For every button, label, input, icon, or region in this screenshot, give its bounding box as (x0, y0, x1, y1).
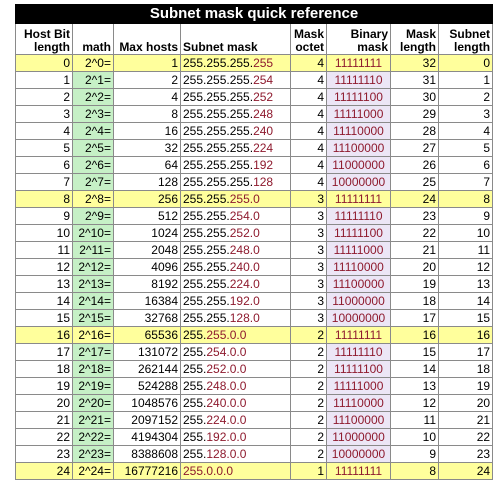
subnet-mask-fixed-part: 255. (183, 328, 207, 342)
subnet-mask-fixed-part: 255. (183, 413, 207, 427)
host-bit-length-cell: 17 (16, 344, 73, 361)
subnet-mask-variable-part: 240 (253, 124, 274, 138)
host-bit-length-cell: 0 (16, 55, 73, 72)
binary-mask-cell: 11111111 (327, 327, 391, 344)
subnet-mask-fixed-part: 255.255.255. (183, 158, 254, 172)
max-hosts-cell: 8192 (114, 276, 181, 293)
subnet-mask-fixed-part: 255. (183, 430, 207, 444)
mask-octet-cell: 2 (291, 344, 327, 361)
max-hosts-cell: 2048 (114, 242, 181, 259)
table-row (16, 310, 493, 327)
subnet-mask-cell (181, 276, 291, 293)
max-hosts-cell: 16 (114, 123, 181, 140)
subnet-length-cell: 4 (439, 123, 493, 140)
binary-mask-cell: 11100000 (327, 276, 391, 293)
subnet-mask-cell (181, 208, 291, 225)
mask-octet-cell: 2 (291, 327, 327, 344)
subnet-mask-cell (181, 106, 291, 123)
binary-mask-cell: 11111100 (327, 225, 391, 242)
host-bit-length-cell: 12 (16, 259, 73, 276)
mask-octet-cell: 3 (291, 191, 327, 208)
binary-mask-cell: 11111100 (327, 361, 391, 378)
subnet-mask-cell (181, 395, 291, 412)
subnet-mask-cell (181, 446, 291, 463)
subnet-mask-cell (181, 55, 291, 72)
mask-octet-cell: 3 (291, 208, 327, 225)
subnet-mask-variable-part: 128.0 (229, 311, 260, 325)
math-cell: 2^17= (73, 344, 114, 361)
table-row (16, 429, 493, 446)
subnet-length-cell: 2 (439, 89, 493, 106)
binary-mask-cell: 11110000 (327, 395, 391, 412)
mask-octet-cell: 4 (291, 106, 327, 123)
subnet-mask-variable-part: 254.0 (229, 209, 260, 223)
subnet-mask-variable-part: 240.0 (229, 260, 260, 274)
header-max-hosts: Max hosts (114, 24, 181, 55)
max-hosts-cell: 1024 (114, 225, 181, 242)
host-bit-length-cell: 19 (16, 378, 73, 395)
max-hosts-cell: 32768 (114, 310, 181, 327)
mask-length-cell: 24 (391, 191, 439, 208)
max-hosts-cell: 2097152 (114, 412, 181, 429)
host-bit-length-cell: 23 (16, 446, 73, 463)
subnet-mask-fixed-part: 255.255. (183, 209, 230, 223)
binary-mask-cell: 11111110 (327, 72, 391, 89)
math-cell: 2^20= (73, 395, 114, 412)
mask-length-cell: 20 (391, 259, 439, 276)
max-hosts-cell: 8 (114, 106, 181, 123)
subnet-mask-fixed-part: 255.255.255. (183, 90, 254, 104)
subnet-length-cell: 10 (439, 225, 493, 242)
binary-mask-cell: 11000000 (327, 429, 391, 446)
subnet-mask-variable-part: 252.0 (229, 226, 260, 240)
table-row (16, 106, 493, 123)
math-cell: 2^6= (73, 157, 114, 174)
subnet-mask-cell (181, 174, 291, 191)
subnet-mask-cell (181, 293, 291, 310)
header-mask-length: Mask length (391, 24, 439, 55)
header-binary-mask: Binary mask (327, 24, 391, 55)
table-row (16, 276, 493, 293)
table-row (16, 327, 493, 344)
subnet-mask-cell (181, 89, 291, 106)
subnet-mask-fixed-part: 255.255. (183, 192, 230, 206)
host-bit-length-cell: 3 (16, 106, 73, 123)
host-bit-length-cell: 7 (16, 174, 73, 191)
math-cell: 2^19= (73, 378, 114, 395)
subnet-mask-variable-part: 224.0 (229, 277, 260, 291)
mask-octet-cell: 4 (291, 55, 327, 72)
mask-length-cell: 17 (391, 310, 439, 327)
math-cell: 2^21= (73, 412, 114, 429)
table-row (16, 463, 493, 480)
mask-length-cell: 26 (391, 157, 439, 174)
mask-length-cell: 15 (391, 344, 439, 361)
mask-length-cell: 32 (391, 55, 439, 72)
subnet-length-cell: 24 (439, 463, 493, 480)
subnet-length-cell: 13 (439, 276, 493, 293)
subnet-length-cell: 23 (439, 446, 493, 463)
table-row (16, 208, 493, 225)
subnet-mask-variable-part: 255.0.0.0 (183, 464, 234, 478)
mask-length-cell: 22 (391, 225, 439, 242)
math-cell: 2^1= (73, 72, 114, 89)
mask-octet-cell: 2 (291, 378, 327, 395)
subnet-mask-fixed-part: 255.255. (183, 243, 230, 257)
subnet-mask-fixed-part: 255.255. (183, 294, 230, 308)
subnet-length-cell: 3 (439, 106, 493, 123)
max-hosts-cell: 512 (114, 208, 181, 225)
math-cell: 2^18= (73, 361, 114, 378)
subnet-mask-variable-part: 254.0.0 (206, 345, 247, 359)
subnet-mask-variable-part: 255.0.0 (206, 328, 247, 342)
host-bit-length-cell: 21 (16, 412, 73, 429)
mask-octet-cell: 2 (291, 412, 327, 429)
table-row (16, 259, 493, 276)
host-bit-length-cell: 10 (16, 225, 73, 242)
host-bit-length-cell: 18 (16, 361, 73, 378)
subnet-mask-fixed-part: 255.255. (183, 226, 230, 240)
mask-octet-cell: 2 (291, 361, 327, 378)
host-bit-length-cell: 2 (16, 89, 73, 106)
max-hosts-cell: 4 (114, 89, 181, 106)
math-cell: 2^16= (73, 327, 114, 344)
subnet-length-cell: 20 (439, 395, 493, 412)
math-cell: 2^23= (73, 446, 114, 463)
math-cell: 2^22= (73, 429, 114, 446)
mask-octet-cell: 2 (291, 446, 327, 463)
host-bit-length-cell: 24 (16, 463, 73, 480)
mask-length-cell: 31 (391, 72, 439, 89)
table-row (16, 412, 493, 429)
subnet-mask-variable-part: 252.0.0 (206, 362, 247, 376)
host-bit-length-cell: 9 (16, 208, 73, 225)
subnet-mask-variable-part: 128.0.0 (206, 447, 247, 461)
table-row (16, 293, 493, 310)
subnet-mask-cell (181, 140, 291, 157)
binary-mask-cell: 11110000 (327, 123, 391, 140)
math-cell: 2^7= (73, 174, 114, 191)
math-cell: 2^15= (73, 310, 114, 327)
max-hosts-cell: 131072 (114, 344, 181, 361)
max-hosts-cell: 16384 (114, 293, 181, 310)
subnet-mask-variable-part: 224 (253, 141, 274, 155)
mask-octet-cell: 4 (291, 174, 327, 191)
subnet-mask-variable-part: 192.0 (229, 294, 260, 308)
host-bit-length-cell: 5 (16, 140, 73, 157)
mask-length-cell: 10 (391, 429, 439, 446)
binary-mask-cell: 10000000 (327, 310, 391, 327)
host-bit-length-cell: 14 (16, 293, 73, 310)
host-bit-length-cell: 4 (16, 123, 73, 140)
mask-length-cell: 29 (391, 106, 439, 123)
binary-mask-cell: 11000000 (327, 293, 391, 310)
subnet-length-cell: 17 (439, 344, 493, 361)
mask-octet-cell: 4 (291, 140, 327, 157)
subnet-mask-variable-part: 254 (253, 73, 274, 87)
subnet-mask-fixed-part: 255. (183, 447, 207, 461)
mask-length-cell: 21 (391, 242, 439, 259)
subnet-mask-fixed-part: 255.255.255. (183, 56, 254, 70)
mask-octet-cell: 2 (291, 429, 327, 446)
subnet-mask-cell (181, 310, 291, 327)
table-title: Subnet mask quick reference (16, 5, 493, 24)
binary-mask-cell: 11111000 (327, 106, 391, 123)
subnet-mask-cell (181, 327, 291, 344)
binary-mask-cell: 11111000 (327, 242, 391, 259)
mask-length-cell: 30 (391, 89, 439, 106)
mask-length-cell: 27 (391, 140, 439, 157)
mask-length-cell: 14 (391, 361, 439, 378)
subnet-mask-cell (181, 463, 291, 480)
mask-octet-cell: 4 (291, 157, 327, 174)
math-cell: 2^14= (73, 293, 114, 310)
mask-octet-cell: 3 (291, 225, 327, 242)
host-bit-length-cell: 13 (16, 276, 73, 293)
binary-mask-cell: 11000000 (327, 157, 391, 174)
subnet-mask-cell (181, 378, 291, 395)
subnet-mask-cell (181, 242, 291, 259)
subnet-length-cell: 16 (439, 327, 493, 344)
header-mask-octet: Mask octet (291, 24, 327, 55)
table-row (16, 225, 493, 242)
subnet-length-cell: 22 (439, 429, 493, 446)
subnet-length-cell: 6 (439, 157, 493, 174)
binary-mask-cell: 11100000 (327, 140, 391, 157)
math-cell: 2^9= (73, 208, 114, 225)
mask-octet-cell: 4 (291, 72, 327, 89)
header-math: math (73, 24, 114, 55)
mask-octet-cell: 3 (291, 259, 327, 276)
subnet-length-cell: 7 (439, 174, 493, 191)
subnet-mask-cell (181, 72, 291, 89)
subnet-mask-variable-part: 224.0.0 (206, 413, 247, 427)
header-subnet-length: Subnet length (439, 24, 493, 55)
table-row (16, 361, 493, 378)
max-hosts-cell: 16777216 (114, 463, 181, 480)
subnet-mask-cell (181, 191, 291, 208)
math-cell: 2^3= (73, 106, 114, 123)
subnet-mask-cell (181, 259, 291, 276)
host-bit-length-cell: 8 (16, 191, 73, 208)
mask-length-cell: 23 (391, 208, 439, 225)
header-host-bit-length: Host Bit length (16, 24, 73, 55)
host-bit-length-cell: 11 (16, 242, 73, 259)
binary-mask-cell: 11111110 (327, 344, 391, 361)
subnet-mask-fixed-part: 255.255.255. (183, 73, 254, 87)
mask-length-cell: 11 (391, 412, 439, 429)
table-row (16, 89, 493, 106)
subnet-mask-variable-part: 192 (253, 158, 274, 172)
subnet-mask-fixed-part: 255.255. (183, 277, 230, 291)
subnet-table (15, 4, 493, 480)
host-bit-length-cell: 20 (16, 395, 73, 412)
binary-mask-cell: 10000000 (327, 174, 391, 191)
mask-octet-cell: 1 (291, 463, 327, 480)
max-hosts-cell: 4194304 (114, 429, 181, 446)
table-row (16, 72, 493, 89)
math-cell: 2^0= (73, 55, 114, 72)
mask-octet-cell: 4 (291, 123, 327, 140)
subnet-mask-variable-part: 255 (253, 56, 274, 70)
subnet-mask-variable-part: 240.0.0 (206, 396, 247, 410)
subnet-length-cell: 18 (439, 361, 493, 378)
subnet-length-cell: 0 (439, 55, 493, 72)
subnet-mask-fixed-part: 255.255.255. (183, 124, 254, 138)
max-hosts-cell: 1 (114, 55, 181, 72)
mask-octet-cell: 4 (291, 89, 327, 106)
subnet-length-cell: 21 (439, 412, 493, 429)
mask-length-cell: 28 (391, 123, 439, 140)
table-row (16, 55, 493, 72)
host-bit-length-cell: 22 (16, 429, 73, 446)
table-row (16, 395, 493, 412)
mask-octet-cell: 3 (291, 293, 327, 310)
max-hosts-cell: 128 (114, 174, 181, 191)
math-cell: 2^4= (73, 123, 114, 140)
binary-mask-cell: 11111110 (327, 208, 391, 225)
max-hosts-cell: 8388608 (114, 446, 181, 463)
subnet-reference-sheet (15, 4, 492, 480)
subnet-mask-variable-part: 192.0.0 (206, 430, 247, 444)
math-cell: 2^8= (73, 191, 114, 208)
subnet-mask-cell (181, 344, 291, 361)
subnet-length-cell: 1 (439, 72, 493, 89)
table-row (16, 174, 493, 191)
mask-length-cell: 19 (391, 276, 439, 293)
host-bit-length-cell: 16 (16, 327, 73, 344)
table-row (16, 157, 493, 174)
table-row (16, 242, 493, 259)
subnet-mask-fixed-part: 255.255.255. (183, 107, 254, 121)
subnet-mask-variable-part: 248.0.0 (206, 379, 247, 393)
mask-length-cell: 16 (391, 327, 439, 344)
binary-mask-cell: 10000000 (327, 446, 391, 463)
subnet-mask-variable-part: 248 (253, 107, 274, 121)
binary-mask-cell: 11110000 (327, 259, 391, 276)
mask-length-cell: 18 (391, 293, 439, 310)
max-hosts-cell: 2 (114, 72, 181, 89)
math-cell: 2^12= (73, 259, 114, 276)
subnet-mask-cell (181, 123, 291, 140)
max-hosts-cell: 256 (114, 191, 181, 208)
subnet-mask-fixed-part: 255.255.255. (183, 141, 254, 155)
binary-mask-cell: 11100000 (327, 412, 391, 429)
max-hosts-cell: 262144 (114, 361, 181, 378)
host-bit-length-cell: 15 (16, 310, 73, 327)
binary-mask-cell: 11111100 (327, 89, 391, 106)
subnet-length-cell: 9 (439, 208, 493, 225)
mask-octet-cell: 3 (291, 276, 327, 293)
table-row (16, 123, 493, 140)
subnet-mask-cell (181, 225, 291, 242)
mask-length-cell: 8 (391, 463, 439, 480)
mask-octet-cell: 2 (291, 395, 327, 412)
subnet-length-cell: 11 (439, 242, 493, 259)
subnet-mask-cell (181, 361, 291, 378)
table-row (16, 446, 493, 463)
max-hosts-cell: 4096 (114, 259, 181, 276)
subnet-mask-variable-part: 128 (253, 175, 274, 189)
math-cell: 2^24= (73, 463, 114, 480)
subnet-mask-fixed-part: 255. (183, 396, 207, 410)
subnet-mask-cell (181, 412, 291, 429)
subnet-mask-variable-part: 248.0 (229, 243, 260, 257)
table-row (16, 344, 493, 361)
table-row (16, 378, 493, 395)
host-bit-length-cell: 6 (16, 157, 73, 174)
subnet-mask-fixed-part: 255.255. (183, 260, 230, 274)
subnet-length-cell: 14 (439, 293, 493, 310)
math-cell: 2^11= (73, 242, 114, 259)
table-row (16, 140, 493, 157)
max-hosts-cell: 32 (114, 140, 181, 157)
mask-octet-cell: 3 (291, 242, 327, 259)
subnet-mask-fixed-part: 255. (183, 362, 207, 376)
subnet-length-cell: 15 (439, 310, 493, 327)
binary-mask-cell: 11111111 (327, 55, 391, 72)
mask-length-cell: 25 (391, 174, 439, 191)
subnet-mask-cell (181, 157, 291, 174)
subnet-mask-cell (181, 429, 291, 446)
max-hosts-cell: 1048576 (114, 395, 181, 412)
mask-length-cell: 13 (391, 378, 439, 395)
binary-mask-cell: 11111111 (327, 463, 391, 480)
subnet-length-cell: 8 (439, 191, 493, 208)
mask-octet-cell: 3 (291, 310, 327, 327)
subnet-mask-fixed-part: 255.255. (183, 311, 230, 325)
subnet-length-cell: 12 (439, 259, 493, 276)
mask-length-cell: 9 (391, 446, 439, 463)
math-cell: 2^2= (73, 89, 114, 106)
subnet-mask-fixed-part: 255. (183, 345, 207, 359)
mask-length-cell: 12 (391, 395, 439, 412)
math-cell: 2^5= (73, 140, 114, 157)
subnet-length-cell: 19 (439, 378, 493, 395)
subnet-mask-variable-part: 255.0 (229, 192, 260, 206)
subnet-mask-variable-part: 252 (253, 90, 274, 104)
math-cell: 2^13= (73, 276, 114, 293)
table-body (16, 55, 493, 480)
subnet-mask-fixed-part: 255. (183, 379, 207, 393)
max-hosts-cell: 65536 (114, 327, 181, 344)
header-subnet-mask: Subnet mask (181, 24, 291, 55)
binary-mask-cell: 11111000 (327, 378, 391, 395)
subnet-length-cell: 5 (439, 140, 493, 157)
host-bit-length-cell: 1 (16, 72, 73, 89)
table-row (16, 191, 493, 208)
subnet-mask-fixed-part: 255.255.255. (183, 175, 254, 189)
max-hosts-cell: 524288 (114, 378, 181, 395)
math-cell: 2^10= (73, 225, 114, 242)
binary-mask-cell: 11111111 (327, 191, 391, 208)
max-hosts-cell: 64 (114, 157, 181, 174)
